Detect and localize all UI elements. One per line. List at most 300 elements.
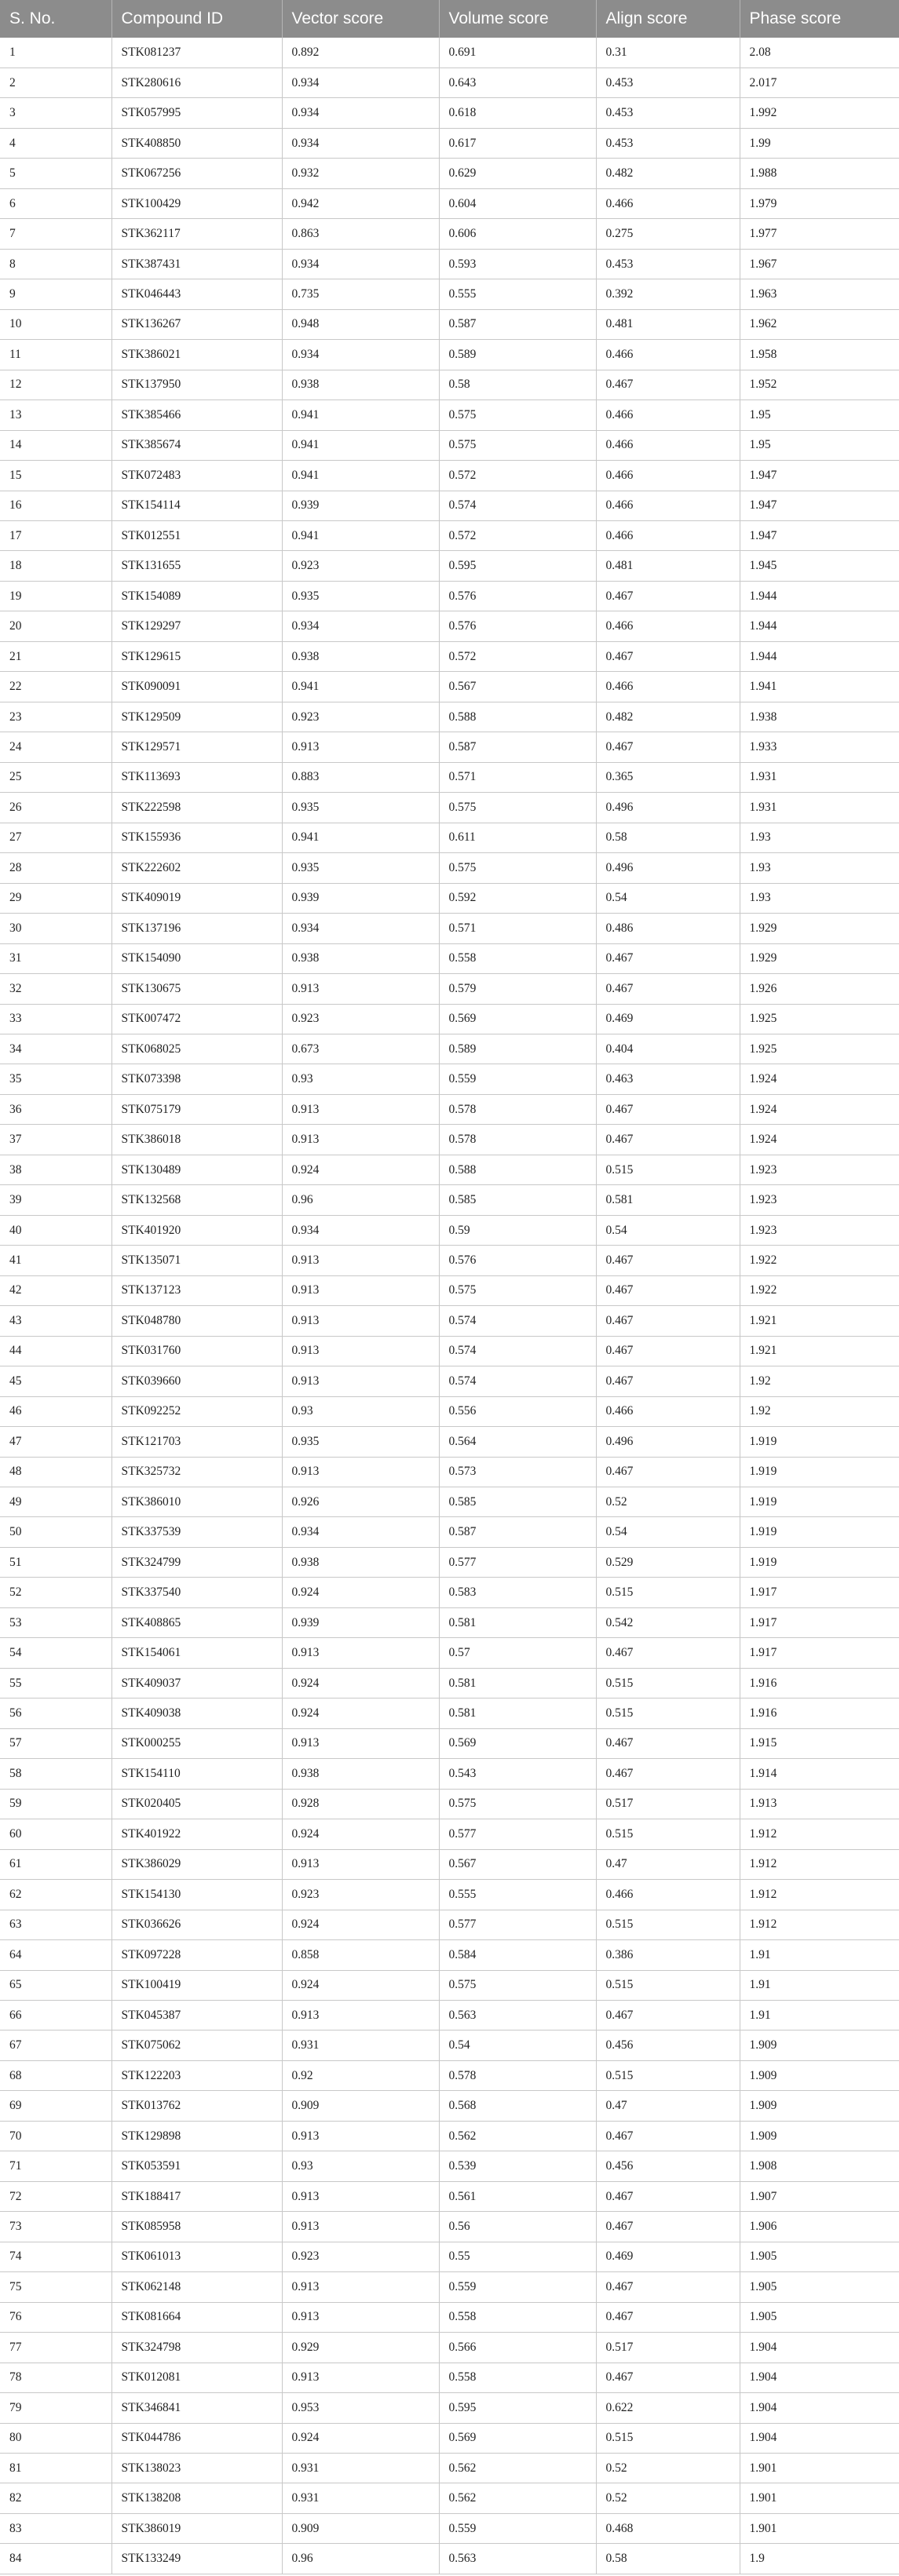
volume-score-cell: 0.575 (439, 853, 596, 883)
compound-id-cell: STK346841 (111, 2393, 282, 2423)
phase-score-cell: 1.923 (740, 1185, 899, 1215)
serial-number-cell: 44 (0, 1336, 111, 1366)
align-score-cell: 0.482 (596, 159, 740, 188)
align-score-cell: 0.467 (596, 1306, 740, 1336)
table-row (0, 2483, 899, 2513)
table-row (0, 883, 899, 913)
phase-score-cell: 1.915 (740, 1728, 899, 1758)
volume-score-cell: 0.563 (439, 2544, 596, 2574)
align-score-cell: 0.453 (596, 98, 740, 128)
table-row (0, 1275, 899, 1305)
align-score-cell: 0.496 (596, 853, 740, 883)
table-row (0, 1004, 899, 1034)
serial-number-cell: 8 (0, 249, 111, 279)
compound-id-cell: STK155936 (111, 823, 282, 852)
vector-score-cell: 0.913 (282, 1246, 439, 1275)
vector-score-cell: 0.941 (282, 461, 439, 491)
compound-id-cell: STK385674 (111, 430, 282, 460)
phase-score-cell: 1.929 (740, 914, 899, 943)
align-score-cell: 0.467 (596, 1457, 740, 1487)
volume-score-cell: 0.595 (439, 551, 596, 581)
compound-id-cell: STK401922 (111, 1819, 282, 1849)
table-row (0, 1487, 899, 1517)
phase-score-cell: 1.909 (740, 2060, 899, 2090)
table-row (0, 2212, 899, 2242)
phase-score-cell: 1.901 (740, 2454, 899, 2483)
phase-score-cell: 1.912 (740, 1819, 899, 1849)
compound-id-cell: STK386018 (111, 1125, 282, 1155)
volume-score-cell: 0.617 (439, 128, 596, 158)
align-score-cell: 0.467 (596, 1336, 740, 1366)
volume-score-cell: 0.539 (439, 2151, 596, 2181)
serial-number-cell: 6 (0, 188, 111, 218)
serial-number-cell: 54 (0, 1638, 111, 1668)
phase-score-cell: 1.944 (740, 641, 899, 671)
volume-score-cell: 0.575 (439, 1970, 596, 2000)
serial-number-cell: 75 (0, 2272, 111, 2302)
volume-score-cell: 0.59 (439, 1215, 596, 1245)
align-score-cell: 0.466 (596, 430, 740, 460)
compound-id-cell: STK408850 (111, 128, 282, 158)
align-score-cell: 0.386 (596, 1940, 740, 1970)
table-row (0, 1396, 899, 1426)
vector-score-cell: 0.673 (282, 1034, 439, 1064)
volume-score-cell: 0.559 (439, 1064, 596, 1094)
serial-number-cell: 26 (0, 793, 111, 823)
vector-score-cell: 0.858 (282, 1940, 439, 1970)
table-row (0, 1698, 899, 1728)
phase-score-cell: 1.91 (740, 1970, 899, 2000)
table-row (0, 2544, 899, 2574)
table-row (0, 2363, 899, 2392)
align-score-cell: 0.515 (596, 1578, 740, 1607)
phase-score-cell: 1.922 (740, 1275, 899, 1305)
table-row (0, 38, 899, 68)
serial-number-cell: 31 (0, 943, 111, 973)
vector-score-cell: 0.934 (282, 98, 439, 128)
align-score-cell: 0.466 (596, 461, 740, 491)
compound-id-cell: STK386019 (111, 2513, 282, 2543)
table-row (0, 611, 899, 641)
phase-score-cell: 1.921 (740, 1306, 899, 1336)
table-row (0, 2242, 899, 2271)
serial-number-cell: 69 (0, 2091, 111, 2121)
align-score-cell: 0.275 (596, 219, 740, 249)
compound-id-cell: STK129898 (111, 2121, 282, 2151)
volume-score-cell: 0.555 (439, 1880, 596, 1910)
column-header-phase-score: Phase score (740, 0, 899, 38)
compound-id-cell: STK337539 (111, 1517, 282, 1547)
align-score-cell: 0.468 (596, 2513, 740, 2543)
compound-id-cell: STK154089 (111, 581, 282, 611)
volume-score-cell: 0.584 (439, 1940, 596, 1970)
serial-number-cell: 55 (0, 1668, 111, 1698)
serial-number-cell: 28 (0, 853, 111, 883)
table-row (0, 1125, 899, 1155)
align-score-cell: 0.456 (596, 2031, 740, 2060)
align-score-cell: 0.581 (596, 1185, 740, 1215)
compound-id-cell: STK154130 (111, 1880, 282, 1910)
phase-score-cell: 1.952 (740, 370, 899, 400)
align-score-cell: 0.467 (596, 732, 740, 762)
serial-number-cell: 67 (0, 2031, 111, 2060)
phase-score-cell: 1.929 (740, 943, 899, 973)
compound-id-cell: STK409038 (111, 1698, 282, 1728)
compound-id-cell: STK132568 (111, 1185, 282, 1215)
vector-score-cell: 0.913 (282, 2363, 439, 2392)
serial-number-cell: 79 (0, 2393, 111, 2423)
phase-score-cell: 1.977 (740, 219, 899, 249)
column-header-serial-number: S. No. (0, 0, 111, 38)
table-row (0, 188, 899, 218)
serial-number-cell: 53 (0, 1607, 111, 1637)
volume-score-cell: 0.585 (439, 1185, 596, 1215)
phase-score-cell: 1.906 (740, 2212, 899, 2242)
compound-id-cell: STK000255 (111, 1728, 282, 1758)
compound-id-cell: STK324799 (111, 1547, 282, 1577)
vector-score-cell: 0.924 (282, 1668, 439, 1698)
phase-score-cell: 1.947 (740, 521, 899, 551)
align-score-cell: 0.467 (596, 2181, 740, 2211)
table-row (0, 219, 899, 249)
volume-score-cell: 0.559 (439, 2272, 596, 2302)
align-score-cell: 0.515 (596, 2423, 740, 2453)
table-row (0, 98, 899, 128)
compound-id-cell: STK036626 (111, 1910, 282, 1939)
volume-score-cell: 0.562 (439, 2121, 596, 2151)
serial-number-cell: 37 (0, 1125, 111, 1155)
table-row (0, 1849, 899, 1879)
compound-id-cell: STK136267 (111, 309, 282, 339)
vector-score-cell: 0.939 (282, 883, 439, 913)
table-row (0, 2121, 899, 2151)
align-score-cell: 0.496 (596, 793, 740, 823)
vector-score-cell: 0.923 (282, 702, 439, 732)
compound-id-cell: STK081664 (111, 2302, 282, 2332)
table-row (0, 2423, 899, 2453)
phase-score-cell: 1.904 (740, 2393, 899, 2423)
phase-score-cell: 1.95 (740, 400, 899, 430)
align-score-cell: 0.466 (596, 521, 740, 551)
align-score-cell: 0.463 (596, 1064, 740, 1094)
serial-number-cell: 29 (0, 883, 111, 913)
phase-score-cell: 1.99 (740, 128, 899, 158)
align-score-cell: 0.529 (596, 1547, 740, 1577)
serial-number-cell: 7 (0, 219, 111, 249)
phase-score-cell: 1.901 (740, 2513, 899, 2543)
align-score-cell: 0.52 (596, 2483, 740, 2513)
vector-score-cell: 0.931 (282, 2483, 439, 2513)
table-row (0, 2302, 899, 2332)
compound-id-cell: STK057995 (111, 98, 282, 128)
serial-number-cell: 10 (0, 309, 111, 339)
table-row (0, 943, 899, 973)
serial-number-cell: 71 (0, 2151, 111, 2181)
vector-score-cell: 0.93 (282, 2151, 439, 2181)
phase-score-cell: 1.917 (740, 1607, 899, 1637)
volume-score-cell: 0.579 (439, 974, 596, 1004)
align-score-cell: 0.54 (596, 883, 740, 913)
serial-number-cell: 22 (0, 672, 111, 702)
phase-score-cell: 1.923 (740, 1215, 899, 1245)
table-row (0, 521, 899, 551)
serial-number-cell: 4 (0, 128, 111, 158)
volume-score-cell: 0.574 (439, 1336, 596, 1366)
phase-score-cell: 1.92 (740, 1366, 899, 1396)
volume-score-cell: 0.574 (439, 1306, 596, 1336)
phase-score-cell: 1.912 (740, 1880, 899, 1910)
table-row (0, 1578, 899, 1607)
volume-score-cell: 0.611 (439, 823, 596, 852)
phase-score-cell: 1.962 (740, 309, 899, 339)
table-row (0, 1064, 899, 1094)
volume-score-cell: 0.578 (439, 2060, 596, 2090)
compound-id-cell: STK154090 (111, 943, 282, 973)
phase-score-cell: 1.916 (740, 1668, 899, 1698)
phase-score-cell: 1.912 (740, 1910, 899, 1939)
vector-score-cell: 0.883 (282, 762, 439, 792)
compound-id-cell: STK222602 (111, 853, 282, 883)
vector-score-cell: 0.923 (282, 1004, 439, 1034)
table-row (0, 1819, 899, 1849)
vector-score-cell: 0.913 (282, 2000, 439, 2030)
phase-score-cell: 1.914 (740, 1759, 899, 1789)
align-score-cell: 0.467 (596, 1246, 740, 1275)
align-score-cell: 0.456 (596, 2151, 740, 2181)
align-score-cell: 0.517 (596, 1789, 740, 1819)
compound-id-cell: STK121703 (111, 1427, 282, 1457)
vector-score-cell: 0.934 (282, 128, 439, 158)
vector-score-cell: 0.913 (282, 2302, 439, 2332)
volume-score-cell: 0.568 (439, 2091, 596, 2121)
phase-score-cell: 1.925 (740, 1034, 899, 1064)
serial-number-cell: 62 (0, 1880, 111, 1910)
volume-score-cell: 0.55 (439, 2242, 596, 2271)
compound-id-cell: STK113693 (111, 762, 282, 792)
vector-score-cell: 0.935 (282, 581, 439, 611)
align-score-cell: 0.47 (596, 1849, 740, 1879)
volume-score-cell: 0.559 (439, 2513, 596, 2543)
phase-score-cell: 1.926 (740, 974, 899, 1004)
vector-score-cell: 0.941 (282, 823, 439, 852)
compound-id-cell: STK122203 (111, 2060, 282, 2090)
compound-id-cell: STK386010 (111, 1487, 282, 1517)
phase-score-cell: 1.905 (740, 2242, 899, 2271)
volume-score-cell: 0.562 (439, 2454, 596, 2483)
table-row (0, 68, 899, 97)
serial-number-cell: 56 (0, 1698, 111, 1728)
phase-score-cell: 1.95 (740, 430, 899, 460)
serial-number-cell: 16 (0, 491, 111, 520)
serial-number-cell: 50 (0, 1517, 111, 1547)
volume-score-cell: 0.556 (439, 1396, 596, 1426)
serial-number-cell: 76 (0, 2302, 111, 2332)
volume-score-cell: 0.581 (439, 1607, 596, 1637)
serial-number-cell: 12 (0, 370, 111, 400)
table-row (0, 2151, 899, 2181)
vector-score-cell: 0.913 (282, 732, 439, 762)
compound-id-cell: STK129571 (111, 732, 282, 762)
vector-score-cell: 0.953 (282, 2393, 439, 2423)
serial-number-cell: 15 (0, 461, 111, 491)
table-row (0, 1306, 899, 1336)
table-row (0, 672, 899, 702)
table-row (0, 1880, 899, 1910)
volume-score-cell: 0.573 (439, 1457, 596, 1487)
align-score-cell: 0.481 (596, 309, 740, 339)
volume-score-cell: 0.643 (439, 68, 596, 97)
align-score-cell: 0.467 (596, 641, 740, 671)
serial-number-cell: 20 (0, 611, 111, 641)
vector-score-cell: 0.935 (282, 793, 439, 823)
align-score-cell: 0.54 (596, 1517, 740, 1547)
serial-number-cell: 41 (0, 1246, 111, 1275)
serial-number-cell: 42 (0, 1275, 111, 1305)
align-score-cell: 0.515 (596, 1970, 740, 2000)
volume-score-cell: 0.562 (439, 2483, 596, 2513)
align-score-cell: 0.469 (596, 2242, 740, 2271)
serial-number-cell: 78 (0, 2363, 111, 2392)
volume-score-cell: 0.587 (439, 732, 596, 762)
table-row (0, 159, 899, 188)
vector-score-cell: 0.929 (282, 2333, 439, 2363)
serial-number-cell: 51 (0, 1547, 111, 1577)
compound-id-cell: STK409019 (111, 883, 282, 913)
vector-score-cell: 0.924 (282, 1910, 439, 1939)
compound-id-cell: STK085958 (111, 2212, 282, 2242)
vector-score-cell: 0.96 (282, 1185, 439, 1215)
vector-score-cell: 0.863 (282, 219, 439, 249)
phase-score-cell: 1.941 (740, 672, 899, 702)
vector-score-cell: 0.938 (282, 641, 439, 671)
vector-score-cell: 0.931 (282, 2031, 439, 2060)
align-score-cell: 0.404 (596, 1034, 740, 1064)
table-row (0, 1607, 899, 1637)
compound-id-cell: STK154061 (111, 1638, 282, 1668)
table-row (0, 2091, 899, 2121)
vector-score-cell: 0.935 (282, 853, 439, 883)
vector-score-cell: 0.913 (282, 974, 439, 1004)
serial-number-cell: 60 (0, 1819, 111, 1849)
serial-number-cell: 80 (0, 2423, 111, 2453)
volume-score-cell: 0.567 (439, 1849, 596, 1879)
align-score-cell: 0.392 (596, 279, 740, 309)
compound-id-cell: STK154110 (111, 1759, 282, 1789)
table-row (0, 823, 899, 852)
align-score-cell: 0.466 (596, 340, 740, 370)
align-score-cell: 0.542 (596, 1607, 740, 1637)
volume-score-cell: 0.691 (439, 38, 596, 68)
serial-number-cell: 39 (0, 1185, 111, 1215)
volume-score-cell: 0.564 (439, 1427, 596, 1457)
serial-number-cell: 74 (0, 2242, 111, 2271)
volume-score-cell: 0.618 (439, 98, 596, 128)
serial-number-cell: 66 (0, 2000, 111, 2030)
vector-score-cell: 0.735 (282, 279, 439, 309)
vector-score-cell: 0.948 (282, 309, 439, 339)
table-row (0, 309, 899, 339)
volume-score-cell: 0.57 (439, 1638, 596, 1668)
table-row (0, 1789, 899, 1819)
phase-score-cell: 1.933 (740, 732, 899, 762)
volume-score-cell: 0.561 (439, 2181, 596, 2211)
vector-score-cell: 0.913 (282, 2181, 439, 2211)
align-score-cell: 0.467 (596, 1638, 740, 1668)
serial-number-cell: 30 (0, 914, 111, 943)
table-row (0, 2031, 899, 2060)
vector-score-cell: 0.939 (282, 1607, 439, 1637)
phase-score-cell: 1.901 (740, 2483, 899, 2513)
align-score-cell: 0.467 (596, 2302, 740, 2332)
volume-score-cell: 0.578 (439, 1125, 596, 1155)
serial-number-cell: 68 (0, 2060, 111, 2090)
compound-id-cell: STK097228 (111, 1940, 282, 1970)
compound-id-cell: STK020405 (111, 1789, 282, 1819)
table-row (0, 793, 899, 823)
compound-id-cell: STK386029 (111, 1849, 282, 1879)
serial-number-cell: 40 (0, 1215, 111, 1245)
serial-number-cell: 2 (0, 68, 111, 97)
vector-score-cell: 0.923 (282, 2242, 439, 2271)
table-row (0, 2000, 899, 2030)
compound-id-cell: STK401920 (111, 1215, 282, 1245)
volume-score-cell: 0.581 (439, 1698, 596, 1728)
vector-score-cell: 0.93 (282, 1396, 439, 1426)
volume-score-cell: 0.574 (439, 1366, 596, 1396)
align-score-cell: 0.622 (596, 2393, 740, 2423)
phase-score-cell: 1.9 (740, 2544, 899, 2574)
serial-number-cell: 70 (0, 2121, 111, 2151)
phase-score-cell: 1.92 (740, 1396, 899, 1426)
volume-score-cell: 0.571 (439, 762, 596, 792)
phase-score-cell: 1.909 (740, 2031, 899, 2060)
serial-number-cell: 32 (0, 974, 111, 1004)
volume-score-cell: 0.576 (439, 581, 596, 611)
vector-score-cell: 0.942 (282, 188, 439, 218)
compound-id-cell: STK045387 (111, 2000, 282, 2030)
align-score-cell: 0.58 (596, 2544, 740, 2574)
serial-number-cell: 77 (0, 2333, 111, 2363)
volume-score-cell: 0.572 (439, 461, 596, 491)
volume-score-cell: 0.583 (439, 1578, 596, 1607)
serial-number-cell: 34 (0, 1034, 111, 1064)
compound-id-cell: STK013762 (111, 2091, 282, 2121)
table-row (0, 641, 899, 671)
phase-score-cell: 1.919 (740, 1487, 899, 1517)
compound-id-cell: STK075062 (111, 2031, 282, 2060)
phase-score-cell: 1.917 (740, 1638, 899, 1668)
align-score-cell: 0.467 (596, 1094, 740, 1124)
phase-score-cell: 1.924 (740, 1125, 899, 1155)
compound-id-cell: STK137950 (111, 370, 282, 400)
vector-score-cell: 0.941 (282, 521, 439, 551)
compound-id-cell: STK325732 (111, 1457, 282, 1487)
align-score-cell: 0.365 (596, 762, 740, 792)
serial-number-cell: 59 (0, 1789, 111, 1819)
align-score-cell: 0.47 (596, 2091, 740, 2121)
align-score-cell: 0.467 (596, 1728, 740, 1758)
volume-score-cell: 0.589 (439, 1034, 596, 1064)
phase-score-cell: 1.93 (740, 823, 899, 852)
vector-score-cell: 0.923 (282, 1880, 439, 1910)
vector-score-cell: 0.913 (282, 2121, 439, 2151)
compound-id-cell: STK100419 (111, 1970, 282, 2000)
phase-score-cell: 1.947 (740, 461, 899, 491)
serial-number-cell: 81 (0, 2454, 111, 2483)
vector-score-cell: 0.926 (282, 1487, 439, 1517)
vector-score-cell: 0.941 (282, 430, 439, 460)
serial-number-cell: 45 (0, 1366, 111, 1396)
